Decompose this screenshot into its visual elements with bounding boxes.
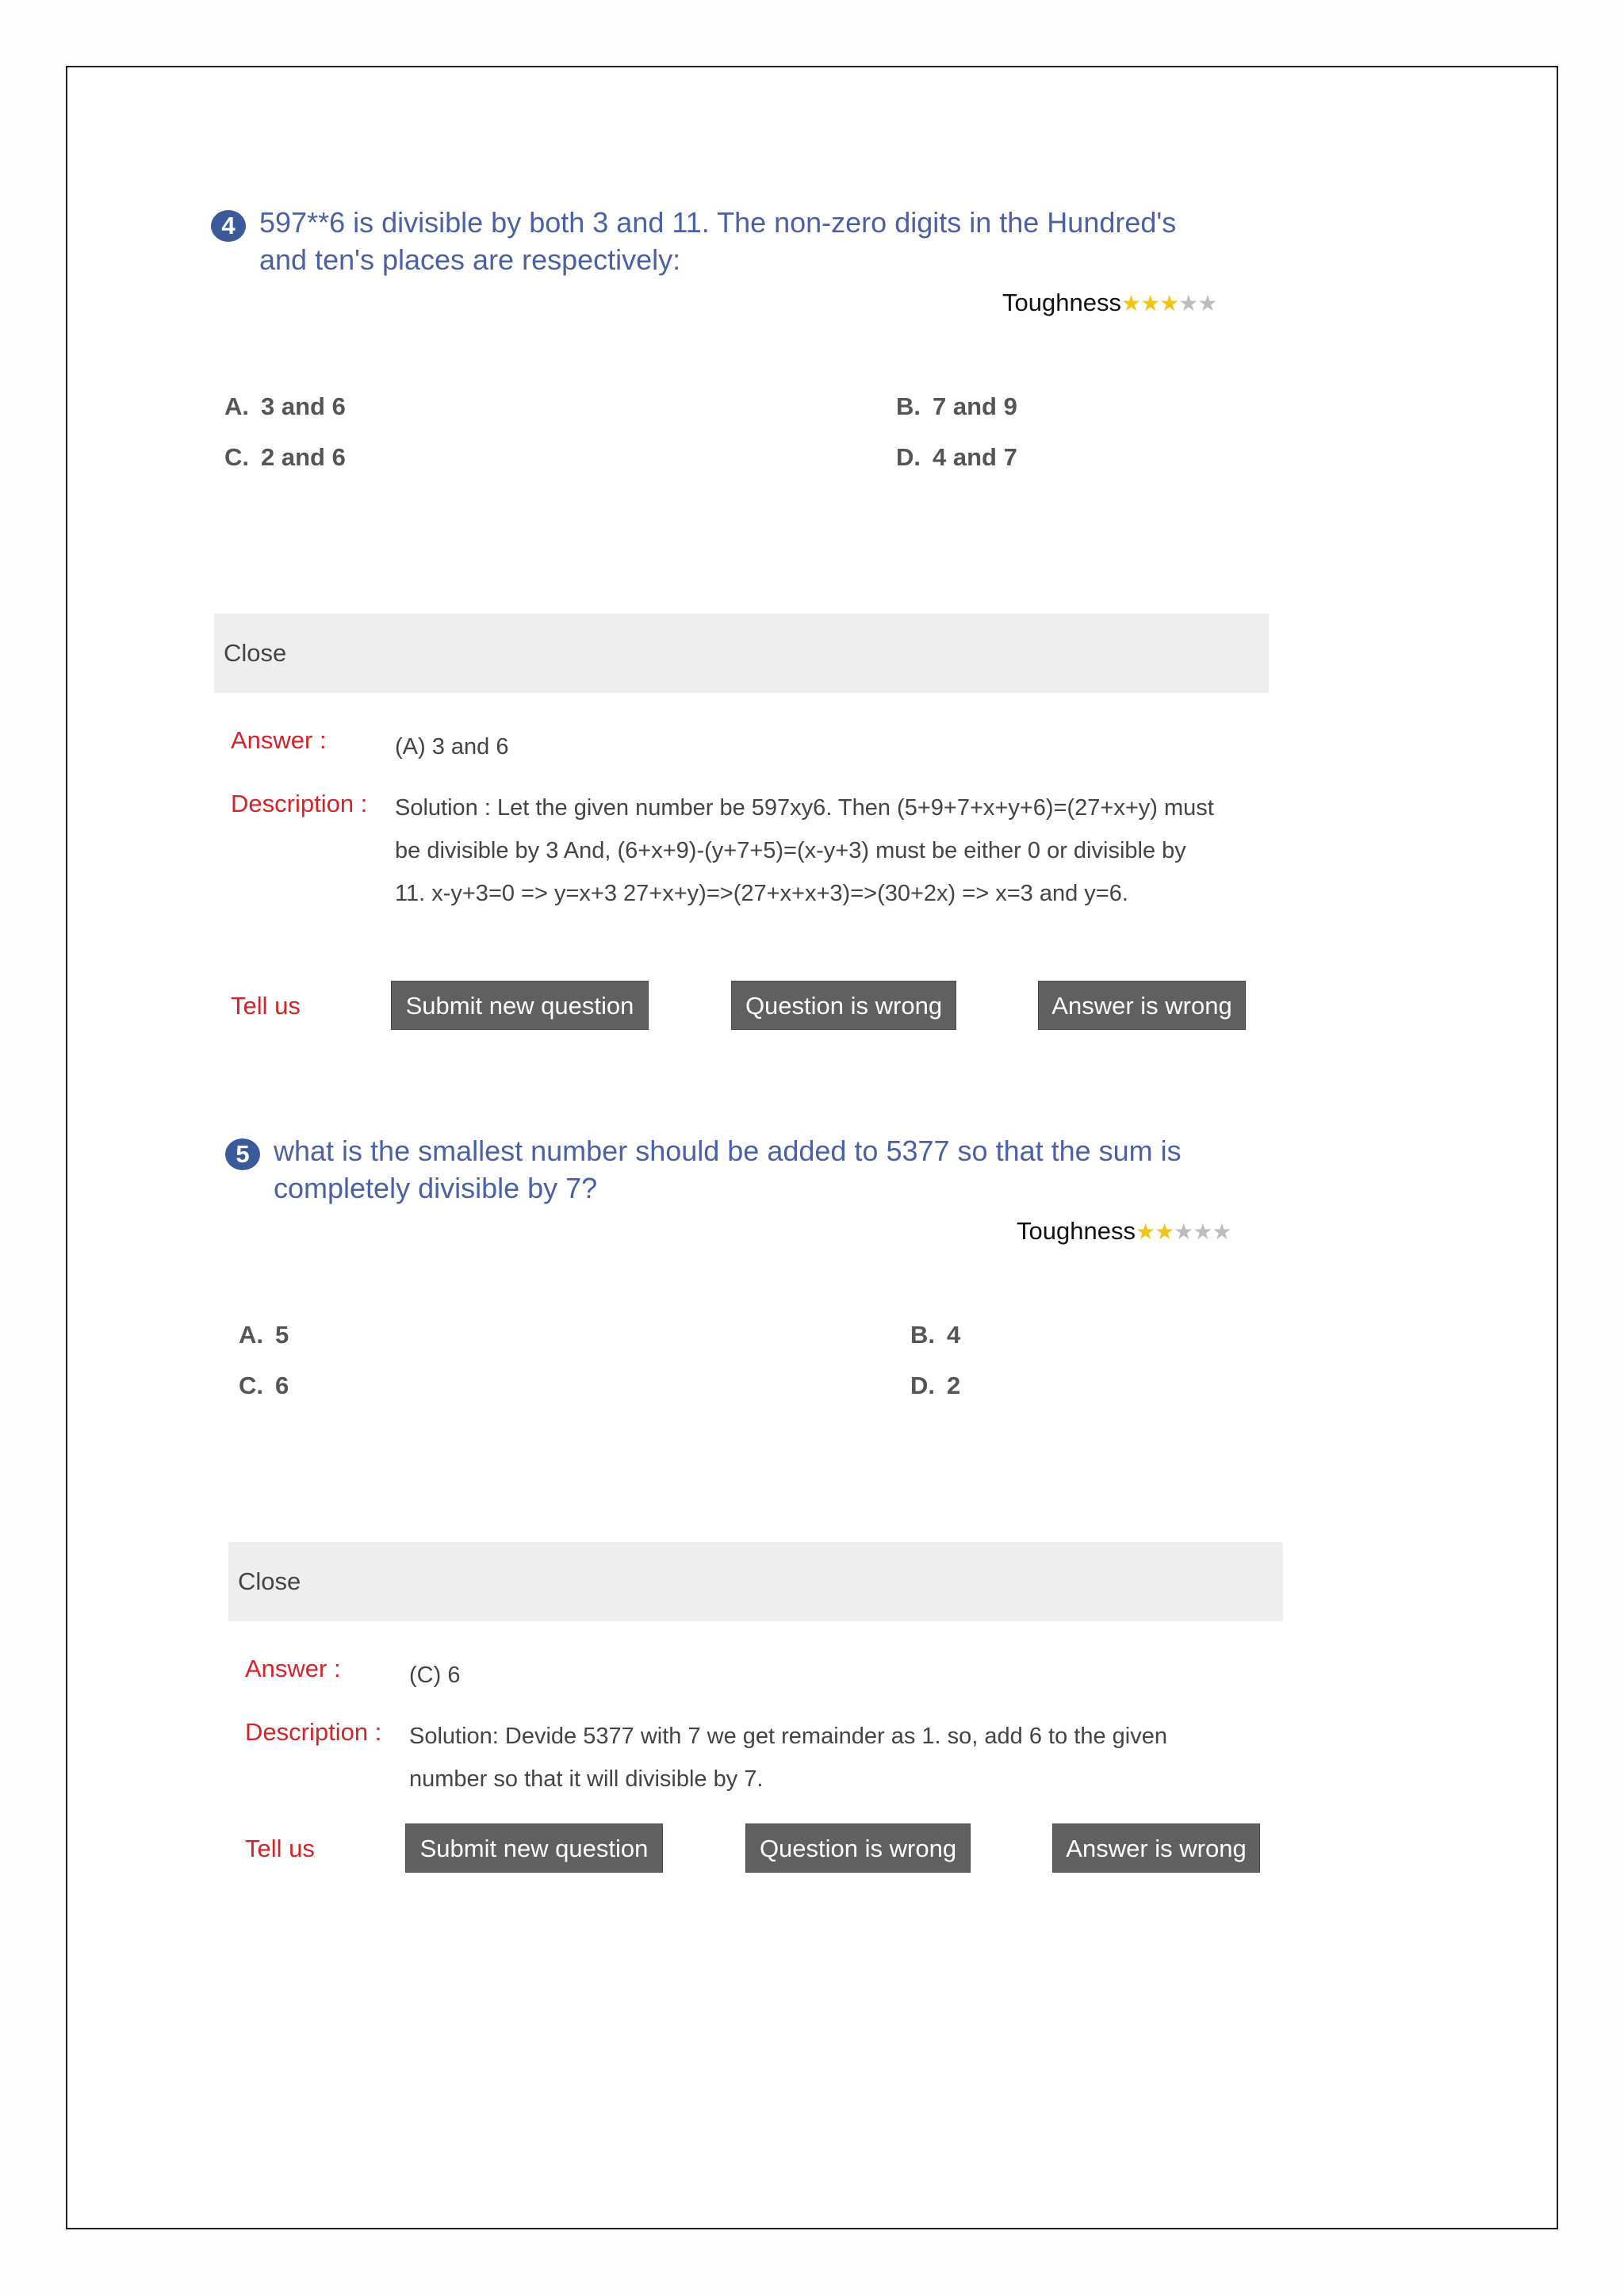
toughness-rating xyxy=(1002,287,1217,320)
toughness-rating xyxy=(1017,1215,1231,1248)
option-text: 3 and 6 xyxy=(261,392,346,420)
close-bar xyxy=(228,1542,1283,1621)
option-b[interactable] xyxy=(910,1319,960,1351)
question-number-badge: 4 xyxy=(211,210,246,242)
option-text: 7 and 9 xyxy=(933,392,1017,420)
star-filled-icon: ★ xyxy=(1155,1219,1174,1244)
answer-label: Answer : xyxy=(231,726,327,754)
star-empty-icon: ★ xyxy=(1197,291,1217,316)
option-c[interactable] xyxy=(239,1370,289,1402)
star-rating-icon xyxy=(1121,291,1217,316)
answer-text: (C) 6 xyxy=(409,1663,461,1688)
question-is-wrong-button[interactable]: Question is wrong xyxy=(731,981,956,1030)
option-d[interactable] xyxy=(896,442,1017,473)
option-letter: D. xyxy=(896,443,921,471)
star-rating-icon xyxy=(1136,1219,1231,1244)
star-filled-icon: ★ xyxy=(1140,291,1160,316)
option-b[interactable] xyxy=(896,391,1017,423)
answer-is-wrong-button[interactable]: Answer is wrong xyxy=(1038,981,1246,1030)
close-button[interactable]: Close xyxy=(238,1567,301,1595)
description-label: Description : xyxy=(245,1718,382,1746)
option-text: 2 xyxy=(947,1372,961,1399)
submit-new-question-button[interactable]: Submit new question xyxy=(405,1823,663,1873)
question-text: 597**6 is divisible by both 3 and 11. The non-zero digits in the Hundred's and ten's places are respectively: xyxy=(259,206,1177,276)
star-empty-icon: ★ xyxy=(1174,1219,1193,1244)
option-text: 5 xyxy=(275,1321,289,1349)
toughness-label: Toughness xyxy=(1002,289,1121,316)
option-letter: B. xyxy=(896,392,921,420)
tell-us-label: Tell us xyxy=(231,992,301,1020)
tell-us-label: Tell us xyxy=(245,1835,315,1862)
close-bar xyxy=(214,614,1269,693)
question-text: what is the smallest number should be added to 5377 so that the sum is completely divisible by 7? xyxy=(274,1135,1182,1204)
star-filled-icon: ★ xyxy=(1135,1219,1155,1244)
option-a[interactable] xyxy=(239,1319,289,1351)
option-letter: C. xyxy=(239,1372,263,1399)
option-letter: C. xyxy=(224,443,249,471)
toughness-label: Toughness xyxy=(1017,1217,1136,1245)
option-a[interactable] xyxy=(224,391,346,423)
star-empty-icon: ★ xyxy=(1193,1219,1212,1244)
description-text: Solution : Let the given number be 597xy6. Then (5+9+7+x+y+6)=(27+x+y) must be divisible by 3 And, (6+x+9)-(y+7+5)=(x-y+3) must be either 0 or divisible by 11. x-y+3=0 => y=x+3 27+x+y)=>(27+x+x+3)=>(30+2x) => x=3 and y=6. xyxy=(395,795,1214,906)
option-text: 4 xyxy=(947,1321,961,1349)
answer-is-wrong-button[interactable]: Answer is wrong xyxy=(1052,1823,1260,1873)
star-filled-icon: ★ xyxy=(1159,291,1179,316)
option-d[interactable] xyxy=(910,1370,960,1402)
star-filled-icon: ★ xyxy=(1120,291,1141,316)
option-letter: B. xyxy=(910,1321,935,1349)
answer-text: (A) 3 and 6 xyxy=(395,734,509,760)
option-text: 4 and 7 xyxy=(933,443,1017,471)
option-letter: D. xyxy=(910,1372,935,1399)
description-label: Description : xyxy=(231,790,368,817)
close-button[interactable]: Close xyxy=(224,639,287,667)
option-c[interactable] xyxy=(224,442,346,473)
question-number-badge: 5 xyxy=(225,1138,260,1170)
submit-new-question-button[interactable]: Submit new question xyxy=(391,981,649,1030)
option-letter: A. xyxy=(224,392,249,420)
star-empty-icon: ★ xyxy=(1212,1219,1231,1244)
option-text: 2 and 6 xyxy=(261,443,346,471)
description-text: Solution: Devide 5377 with 7 we get remainder as 1. so, add 6 to the given number so that it will divisible by 7. xyxy=(409,1724,1167,1792)
option-letter: A. xyxy=(239,1321,263,1349)
star-empty-icon: ★ xyxy=(1178,291,1198,316)
answer-label: Answer : xyxy=(245,1655,341,1682)
option-text: 6 xyxy=(275,1372,289,1399)
question-is-wrong-button[interactable]: Question is wrong xyxy=(745,1823,971,1873)
